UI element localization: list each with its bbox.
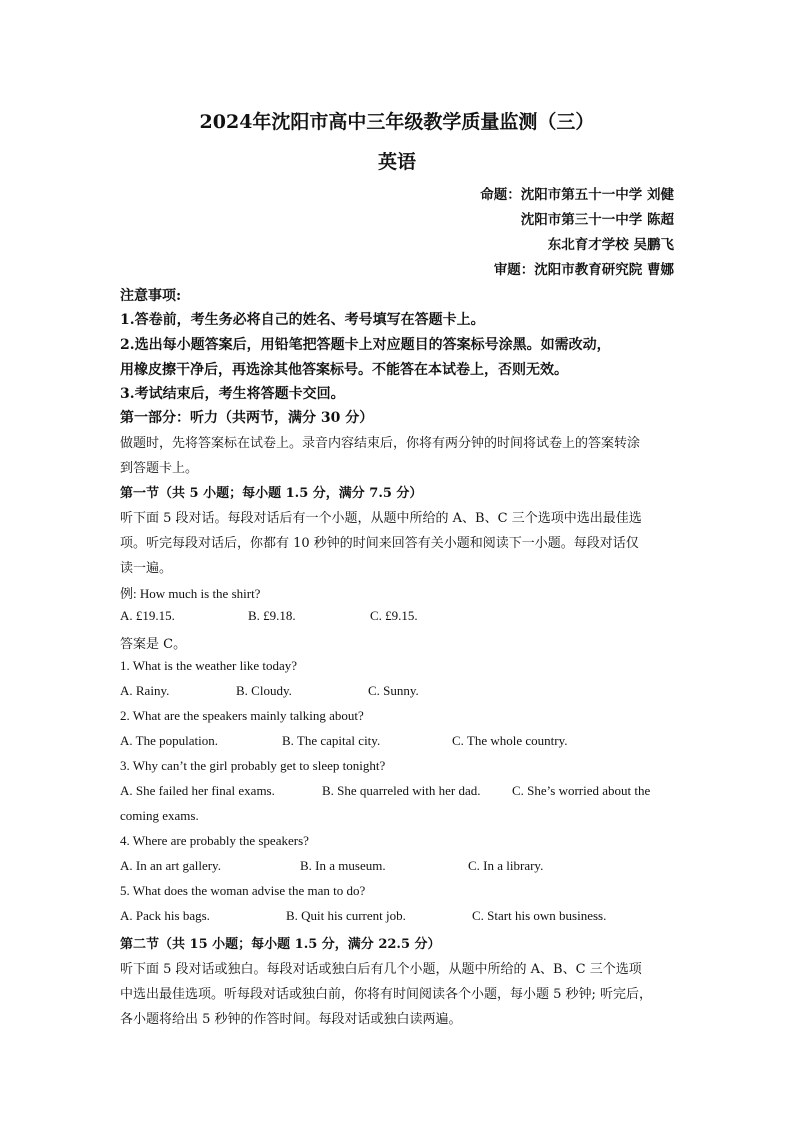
section1-instruction-2: 项。听完每段对话后，你都有 10 秒钟的时间来回答有关小题和阅读下一小题。每段对话仅 xyxy=(120,536,639,551)
notice-heading: 注意事项: xyxy=(120,288,182,304)
section1-instruction-3: 读一遍。 xyxy=(120,561,173,576)
notice-item-2-cont: 用橡皮擦干净后，再选涂其他答案标号。不能答在本试卷上，否则无效。 xyxy=(120,362,568,378)
question-5: 5. What does the woman advise the man to do? xyxy=(120,883,366,898)
question-3-option-c-cont: coming exams. xyxy=(120,808,199,823)
question-5-option-c: C. Start his own business. xyxy=(472,908,607,923)
credit-line-2: 沈阳市第三十一中学 陈超 xyxy=(520,212,674,228)
notice-item-3: 3.考试结束后，考生将答题卡交回。 xyxy=(120,386,345,402)
question-2-option-a: A. The population. xyxy=(120,733,218,748)
question-1-option-c: C. Sunny. xyxy=(368,683,419,698)
example-question: 例: How much is the shirt? xyxy=(120,586,261,601)
notice-item-1: 1.答卷前，考生务必将自己的姓名、考号填写在答题卡上。 xyxy=(120,312,485,328)
question-2-option-c: C. The whole country. xyxy=(452,733,568,748)
section2-instruction-3: 各小题将给出 5 秒钟的作答时间。每段对话或独白读两遍。 xyxy=(120,1012,462,1027)
credit-line-3: 东北育才学校 吴鹏飞 xyxy=(547,237,674,253)
section1-instruction-1: 听下面 5 段对话。每段对话后有一个小题，从题中所给的 A、B、C 三个选项中选出最佳选 xyxy=(120,511,642,526)
part1-heading: 第一部分：听力（共两节，满分 30 分） xyxy=(120,410,374,426)
question-4-option-a: A. In an art gallery. xyxy=(120,858,221,873)
example-option-a: A. £19.15. xyxy=(120,608,175,623)
exam-title: 2024年沈阳市高中三年级教学质量监测（三） xyxy=(199,111,595,133)
credit-line-1: 命题：沈阳市第五十一中学 刘健 xyxy=(480,187,674,203)
question-4: 4. Where are probably the speakers? xyxy=(120,833,309,848)
question-1-option-b: B. Cloudy. xyxy=(236,683,292,698)
section1-heading: 第一节（共 5 小题；每小题 1.5 分，满分 7.5 分） xyxy=(120,486,423,501)
credit-line-4: 审题：沈阳市教育研究院 曹娜 xyxy=(493,262,674,278)
question-3-option-b: B. She quarreled with her dad. xyxy=(322,783,481,798)
question-3-option-c: C. She’s worried about the xyxy=(512,783,651,798)
question-4-option-c: C. In a library. xyxy=(468,858,544,873)
question-1-option-a: A. Rainy. xyxy=(120,683,170,698)
section2-heading: 第二节（共 15 小题；每小题 1.5 分，满分 22.5 分） xyxy=(120,937,441,952)
example-option-c: C. £9.15. xyxy=(370,608,418,623)
question-2-option-b: B. The capital city. xyxy=(282,733,381,748)
section2-instruction-2: 中选出最佳选项。听每段对话或独白前，你将有时间阅读各个小题，每小题 5 秒钟; 听完后， xyxy=(120,987,653,1002)
example-answer: 答案是 C。 xyxy=(120,637,187,652)
question-5-option-b: B. Quit his current job. xyxy=(286,908,406,923)
question-3: 3. Why can’t the girl probably get to sleep tonight? xyxy=(120,758,386,773)
notice-item-2: 2.选出每小题答案后，用铅笔把答题卡上对应题目的答案标号涂黑。如需改动， xyxy=(120,337,611,353)
question-5-option-a: A. Pack his bags. xyxy=(120,908,210,923)
part1-instruction-1: 做题时，先将答案标在试卷上。录音内容结束后，你将有两分钟的时间将试卷上的答案转涂 xyxy=(120,436,641,451)
section2-instruction-1: 听下面 5 段对话或独白。每段对话或独白后有几个小题，从题中所给的 A、B、C 三个选项 xyxy=(120,962,642,977)
example-option-b: B. £9.18. xyxy=(248,608,296,623)
question-2: 2. What are the speakers mainly talking about? xyxy=(120,708,364,723)
question-4-option-b: B. In a museum. xyxy=(300,858,386,873)
question-3-option-a: A. She failed her final exams. xyxy=(120,783,275,798)
question-1: 1. What is the weather like today? xyxy=(120,658,298,673)
part1-instruction-2: 到答题卡上。 xyxy=(120,461,199,476)
subject-title: 英语 xyxy=(377,151,416,173)
